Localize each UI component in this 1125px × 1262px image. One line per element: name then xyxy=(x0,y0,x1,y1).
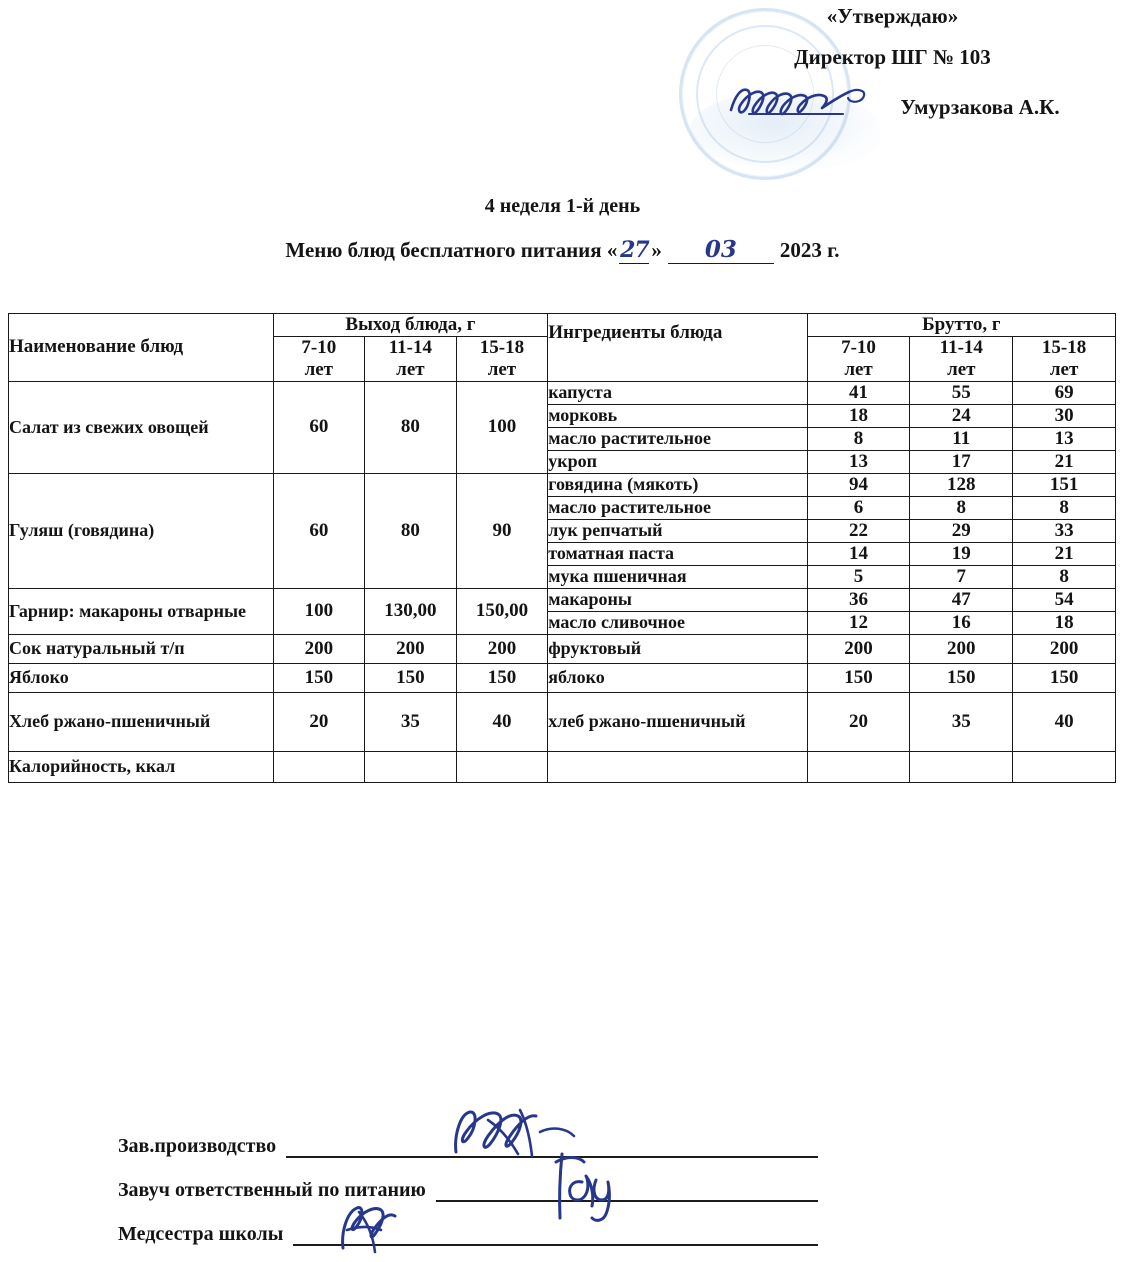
output-value-cell: 90 xyxy=(456,473,548,588)
gross-value-cell: 33 xyxy=(1013,519,1116,542)
output-value-cell xyxy=(273,751,365,782)
gross-value-cell: 54 xyxy=(1013,588,1116,611)
gross-value-cell: 18 xyxy=(1013,611,1116,634)
gross-value-cell: 200 xyxy=(1013,634,1116,663)
gross-value-cell: 29 xyxy=(910,519,1013,542)
header-dish-name: Наименование блюд xyxy=(9,314,274,382)
menu-table xyxy=(8,313,1116,783)
footer-signatures xyxy=(118,1118,818,1250)
output-value-cell: 40 xyxy=(456,692,548,751)
header-output-age-7-10 xyxy=(273,337,365,382)
output-value-cell: 130,00 xyxy=(365,588,457,634)
header-output-group: Выход блюда, г xyxy=(273,314,548,337)
gross-value-cell: 22 xyxy=(807,519,910,542)
gross-value-cell xyxy=(1013,751,1116,782)
output-value-cell: 80 xyxy=(365,381,457,473)
output-value-cell: 100 xyxy=(456,381,548,473)
dish-name-cell: Салат из свежих овощей xyxy=(9,381,274,473)
gross-value-cell: 36 xyxy=(807,588,910,611)
table-row xyxy=(9,381,1116,404)
signature-rule[interactable] xyxy=(436,1199,818,1202)
signature-line-production-manager xyxy=(118,1118,818,1162)
output-value-cell xyxy=(365,751,457,782)
gross-value-cell: 47 xyxy=(910,588,1013,611)
signature-line-head-teacher-nutrition xyxy=(118,1162,818,1206)
week-day-label: 4 неделя 1-й день xyxy=(484,195,641,217)
table-row xyxy=(9,751,1116,782)
gross-value-cell: 16 xyxy=(910,611,1013,634)
gross-value-cell: 30 xyxy=(1013,404,1116,427)
ingredient-name-cell: мука пшеничная xyxy=(548,565,807,588)
age-top: 15-18 xyxy=(479,337,525,358)
ingredient-name-cell: яблоко xyxy=(548,663,807,692)
ingredient-name-cell: капуста xyxy=(548,381,807,404)
gross-value-cell: 21 xyxy=(1013,450,1116,473)
quote-close: » xyxy=(651,238,662,262)
day-value: 27 xyxy=(620,237,649,263)
gross-value-cell: 8 xyxy=(807,427,910,450)
header-output-age-15-18 xyxy=(456,337,548,382)
gross-value-cell: 69 xyxy=(1013,381,1116,404)
signature-label: Медсестра школы xyxy=(118,1223,284,1245)
approval-block xyxy=(660,0,1125,118)
dish-name-cell: Гарнир: макароны отварные xyxy=(9,588,274,634)
signature-label: Зав.производство xyxy=(118,1135,277,1157)
gross-value-cell: 7 xyxy=(910,565,1013,588)
output-value-cell: 20 xyxy=(273,692,365,751)
header-gross-age-7-10 xyxy=(807,337,910,382)
gross-value-cell: 24 xyxy=(910,404,1013,427)
output-value-cell: 200 xyxy=(273,634,365,663)
gross-value-cell: 128 xyxy=(910,473,1013,496)
output-value-cell: 200 xyxy=(365,634,457,663)
table-row xyxy=(9,663,1116,692)
age-top: 7-10 xyxy=(841,337,876,358)
ingredient-name-cell: макароны xyxy=(548,588,807,611)
age-bot: лет xyxy=(844,358,873,380)
output-value-cell: 150,00 xyxy=(456,588,548,634)
ingredient-name-cell: масло сливочное xyxy=(548,611,807,634)
dish-name-cell: Гуляш (говядина) xyxy=(9,473,274,588)
day-field[interactable] xyxy=(617,237,651,263)
ingredient-name-cell: фруктовый xyxy=(548,634,807,663)
gross-value-cell: 151 xyxy=(1013,473,1116,496)
gross-value-cell: 12 xyxy=(807,611,910,634)
age-bot: лет xyxy=(947,358,976,380)
ingredient-name-cell: укроп xyxy=(548,450,807,473)
table-row xyxy=(9,692,1116,751)
output-value-cell: 100 xyxy=(273,588,365,634)
gross-value-cell: 150 xyxy=(807,663,910,692)
table-head xyxy=(9,314,1116,382)
signature-label: Завуч ответственный по питанию xyxy=(118,1179,426,1201)
ingredient-name-cell: лук репчатый xyxy=(548,519,807,542)
header-row-groups xyxy=(9,314,1116,337)
table-body xyxy=(9,381,1116,782)
table-row xyxy=(9,588,1116,611)
gross-value-cell: 8 xyxy=(910,496,1013,519)
age-bot: лет xyxy=(1049,358,1079,380)
gross-value-cell: 21 xyxy=(1013,542,1116,565)
gross-value-cell: 8 xyxy=(1013,565,1116,588)
age-bot: лет xyxy=(487,358,517,380)
gross-value-cell: 200 xyxy=(807,634,910,663)
signature-line-school-nurse xyxy=(118,1206,818,1250)
gross-value-cell xyxy=(910,751,1013,782)
header-gross-age-11-14 xyxy=(910,337,1013,382)
dish-name-cell: Сок натуральный т/п xyxy=(9,634,274,663)
dish-name-cell: Яблоко xyxy=(9,663,274,692)
director-title: Директор ШГ № 103 xyxy=(794,45,991,69)
gross-value-cell: 35 xyxy=(910,692,1013,751)
age-top: 11-14 xyxy=(939,337,983,358)
age-top: 7-10 xyxy=(301,337,337,358)
age-bot: лет xyxy=(304,358,334,380)
header-output-age-11-14 xyxy=(365,337,457,382)
output-value-cell: 60 xyxy=(273,473,365,588)
year-suffix: 2023 г. xyxy=(779,238,840,262)
signature-rule[interactable] xyxy=(293,1243,818,1246)
gross-value-cell: 5 xyxy=(807,565,910,588)
output-value-cell: 35 xyxy=(365,692,457,751)
output-value-cell: 150 xyxy=(456,663,548,692)
gross-value-cell: 13 xyxy=(807,450,910,473)
gross-value-cell: 41 xyxy=(807,381,910,404)
gross-value-cell: 14 xyxy=(807,542,910,565)
month-value: 03 xyxy=(704,236,737,263)
ingredient-name-cell: хлеб ржано-пшеничный xyxy=(548,692,807,751)
dish-name-cell: Хлеб ржано-пшеничный xyxy=(9,692,274,751)
age-top: 11-14 xyxy=(388,337,433,358)
gross-value-cell: 200 xyxy=(910,634,1013,663)
gross-value-cell: 11 xyxy=(910,427,1013,450)
signature-rule[interactable] xyxy=(286,1155,818,1158)
approval-word: «Утверждаю» xyxy=(826,4,959,28)
director-signature-row xyxy=(660,84,1125,118)
day-underline xyxy=(619,263,649,264)
ingredient-name-cell: томатная паста xyxy=(548,542,807,565)
age-bot: лет xyxy=(396,358,425,380)
gross-value-cell: 18 xyxy=(807,404,910,427)
ingredient-name-cell: говядина (мякоть) xyxy=(548,473,807,496)
gross-value-cell: 40 xyxy=(1013,692,1116,751)
menu-title-row xyxy=(0,236,1125,263)
output-value-cell xyxy=(456,751,548,782)
gross-value-cell: 55 xyxy=(910,381,1013,404)
director-name: Умурзакова А.К. xyxy=(900,95,1060,119)
gross-value-cell: 150 xyxy=(1013,663,1116,692)
ingredient-name-cell: морковь xyxy=(548,404,807,427)
header-gross-group: Брутто, г xyxy=(807,314,1115,337)
gross-value-cell: 94 xyxy=(807,473,910,496)
month-underline xyxy=(668,263,774,264)
table-row xyxy=(9,473,1116,496)
ingredient-name-cell: масло растительное xyxy=(548,427,807,450)
output-value-cell: 150 xyxy=(365,663,457,692)
handwritten-signature-icon xyxy=(725,84,900,118)
handwritten-signature-icon xyxy=(333,1202,433,1262)
header-gross-age-15-18 xyxy=(1013,337,1116,382)
output-value-cell: 200 xyxy=(456,634,548,663)
gross-value-cell: 13 xyxy=(1013,427,1116,450)
header-ingredients: Ингредиенты блюда xyxy=(548,314,807,382)
ingredient-name-cell: масло растительное xyxy=(548,496,807,519)
output-value-cell: 150 xyxy=(273,663,365,692)
age-top: 15-18 xyxy=(1041,337,1087,358)
output-value-cell: 80 xyxy=(365,473,457,588)
gross-value-cell: 20 xyxy=(807,692,910,751)
gross-value-cell: 8 xyxy=(1013,496,1116,519)
month-field[interactable] xyxy=(668,236,774,263)
output-value-cell: 60 xyxy=(273,381,365,473)
table-row xyxy=(9,634,1116,663)
gross-value-cell xyxy=(807,751,910,782)
menu-title-lead: Меню блюд бесплатного питания « xyxy=(285,238,618,262)
ingredient-name-cell xyxy=(548,751,807,782)
dish-name-cell: Калорийность, ккал xyxy=(9,751,274,782)
gross-value-cell: 19 xyxy=(910,542,1013,565)
gross-value-cell: 6 xyxy=(807,496,910,519)
gross-value-cell: 150 xyxy=(910,663,1013,692)
gross-value-cell: 17 xyxy=(910,450,1013,473)
